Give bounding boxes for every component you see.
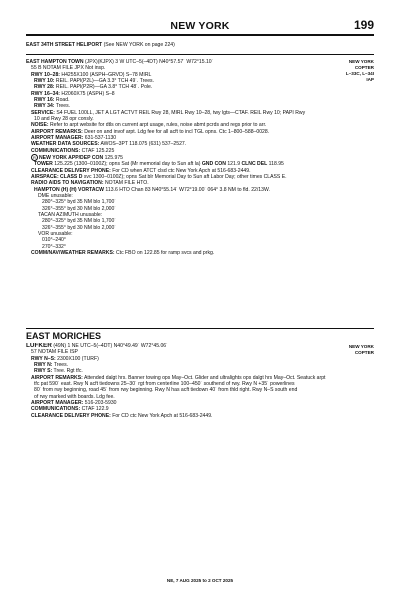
manager-phone: 631-537-1130 bbox=[84, 135, 117, 142]
airspace-label: AIRSPACE: CLASS D bbox=[31, 174, 83, 181]
dme-line: DME unusable: bbox=[38, 193, 73, 200]
runway-end-label: RWY N: bbox=[34, 362, 53, 369]
clnc-label: CLNC DEL bbox=[241, 161, 268, 168]
commnav-label: COMM/NAV/WEATHER REMARKS: bbox=[31, 250, 115, 257]
runway-end-text: REIL. PAPI(P2R)—GA 3.8° TCH 48´. Pole. bbox=[55, 84, 153, 91]
remarks-label: AIRPORT REMARKS: bbox=[31, 128, 83, 135]
runway-label: RWY 10–28: bbox=[31, 71, 60, 78]
heliport-ref: (See NEW YORK on page 224) bbox=[103, 42, 175, 48]
runway-end-text: Road. bbox=[55, 97, 70, 104]
chart-label: COPTER bbox=[354, 350, 374, 355]
runway-text: H4255X100 (ASPH–GRVD) S–78 MIRL bbox=[61, 71, 152, 78]
iap-label: IAP bbox=[366, 77, 374, 82]
lufker-right-tags bbox=[349, 344, 374, 356]
service-text: S4 FUEL 100LL, JET A LGT ACTVT REIL Rwy 28, MIRL Rwy 10–28, twy lgts—CTAF. REIL Rwy 10; PAPI Rwy bbox=[56, 109, 306, 116]
city-name: EAST MORICHES bbox=[26, 331, 102, 341]
state-title: NEW YORK bbox=[170, 20, 230, 32]
east-moriches-entry bbox=[26, 331, 374, 419]
radio-text: NOTAM FILE HTO. bbox=[104, 180, 149, 187]
dme-line: 010°–240° bbox=[42, 237, 66, 244]
elevation-line: 55 B NOTAM FILE JPX Not insp. bbox=[31, 65, 106, 72]
airport-id-line: (49N) 1 NE UTC–5(–4DT) N40°49.49´ W72°45.06´ bbox=[53, 343, 168, 349]
dme-line: 270°–332° bbox=[42, 243, 66, 250]
runway-end-label: RWY 34: bbox=[34, 103, 55, 110]
app-freq: 125.975 bbox=[104, 155, 123, 161]
runway-end-text: Tree. Rgt tfc. bbox=[53, 368, 83, 375]
noise-label: NOISE: bbox=[31, 122, 49, 129]
runway-end-text: Trees. bbox=[53, 362, 69, 369]
divider bbox=[26, 54, 374, 55]
dme-line: 280°–325° byd 35 NM blo 1,700´ bbox=[42, 218, 117, 225]
runway-end-label: RWY S: bbox=[34, 368, 53, 375]
commnav-text: Ctc FBO on 122.85 for ramp svcs and prkg. bbox=[116, 250, 215, 257]
manager-label: AIRPORT MANAGER: bbox=[31, 135, 84, 142]
runway-end-label: RWY 28: bbox=[34, 84, 55, 91]
remarks-label: AIRPORT REMARKS: bbox=[31, 374, 83, 381]
remarks-text-cont: of rwy marked with boards. Ldg fee. bbox=[34, 393, 115, 400]
vortac-text: 113.6 HTO Chan 83 N40°55.14´ W72°19.00´ 064° 3.8 NM to fld. 22/13W. bbox=[105, 186, 270, 193]
heliport-name: EAST 34TH STREET HELIPORT bbox=[26, 42, 103, 48]
radio-label: RADIO AIDS TO NAVIGATION: bbox=[31, 180, 104, 187]
dme-line: VOR unusable: bbox=[38, 231, 73, 238]
remarks-text: Attended dalgt hrs. Banner towing ops May–Oct. Glider and ultralights ops dalgt hrs May–Oct. Seatuck arpt bbox=[83, 374, 326, 381]
remarks-text-cont: 80´ from rwy beginning, road 45´ from rwy beginning. Rwy N has acft tiedown 40´ from thld right. Rwy N–S south end bbox=[34, 387, 298, 394]
comm-text: CTAF 125.225 bbox=[81, 147, 115, 154]
service-text-cont: 10 and Rwy 28 opr consly. bbox=[34, 116, 94, 123]
runway-text: H2060X75 (ASPH) S–8 bbox=[61, 90, 115, 97]
page-number: 199 bbox=[353, 18, 374, 32]
divider bbox=[26, 328, 374, 329]
comm-text: CTAF 122.9 bbox=[81, 406, 109, 413]
runway-end-text: REIL. PAPI(P2L)—GA 3.3° TCH 49´. Trees. bbox=[55, 78, 155, 85]
airport-id-line: (JPX)(KJPX) 3 W UTC–5(–4DT) N40°57.57´ W72°15.10´ bbox=[84, 59, 214, 65]
dme-line: 326°–355° byd 30 NM blo 2,000´ bbox=[42, 205, 117, 212]
chart-label: COPTER bbox=[354, 65, 374, 70]
dme-line: 326°–355° byd 30 NM blo 2,000´ bbox=[42, 224, 117, 231]
elevation-line: 57 NOTAM FILE ISP bbox=[31, 349, 78, 356]
east-hampton-right-tags bbox=[346, 59, 374, 83]
runway-end-label: RWY 16: bbox=[34, 97, 55, 104]
remarks-text: Deer on and invof arpt. Ldg fee for all acft to incl TGL opns. Ctc 1–800–588–0028. bbox=[84, 128, 270, 135]
gnd-label: GND CON bbox=[201, 161, 226, 168]
chart-codes: L–33C, L–34I bbox=[345, 71, 374, 76]
dme-line: 280°–325° byd 35 NM blo 1,700´ bbox=[42, 199, 117, 206]
clnc-freq: 118.95 bbox=[268, 161, 284, 168]
dme-line: TACAN AZIMUTH unusable: bbox=[38, 212, 103, 219]
comm-label: COMMUNICATIONS: bbox=[31, 147, 81, 154]
runway-end-text: Trees. bbox=[55, 103, 71, 110]
footer-effective-dates: NE, 7 AUG 2025 to 2 OCT 2025 bbox=[166, 578, 234, 583]
remarks-text-cont: tfc pat 590´ east. Rwy N acft tiedowns 25–30´ rgt from centerline 100–450´ southend of rwy. Rwy N +35´ powerlines bbox=[34, 381, 295, 388]
runway-label: RWY N–S: bbox=[31, 355, 56, 362]
service-label: SERVICE: bbox=[31, 109, 55, 116]
tower-label: TOWER bbox=[34, 161, 53, 168]
manager-label: AIRPORT MANAGER: bbox=[31, 400, 84, 407]
airspace-text: svc 1300–0100Z); opns Sat blr Memorial Day to Sun aft Labor Day; other times CLASS E. bbox=[83, 174, 287, 181]
region-label: NEW YORK bbox=[348, 344, 374, 349]
airport-name: LUFKER bbox=[26, 343, 52, 349]
vortac-label: HAMPTON (H) (H) VORTACW bbox=[34, 186, 104, 193]
airport-name: EAST HAMPTON TOWN bbox=[26, 59, 84, 65]
app-label: NEW YORK APP/DEP CON bbox=[39, 155, 104, 161]
cdp-label: CLEARANCE DELIVERY PHONE: bbox=[31, 412, 111, 419]
east-hampton-entry bbox=[26, 59, 374, 257]
tower-text: 125.225 (1300–0100Z); opns Sat (Mr memorial day to Sun aft la) bbox=[54, 161, 201, 168]
manager-phone: 516-203-5930 bbox=[84, 400, 117, 407]
dme-list bbox=[26, 193, 374, 250]
cdp-label: CLEARANCE DELIVERY PHONE: bbox=[31, 167, 111, 174]
comm-label: COMMUNICATIONS: bbox=[31, 406, 81, 413]
weather-text: AWOS–3PT 118.075 (631) 537–2527. bbox=[100, 141, 187, 148]
weather-label: WEATHER DATA SOURCES: bbox=[31, 141, 100, 148]
heliport-entry bbox=[26, 42, 374, 48]
header-rule bbox=[26, 34, 374, 36]
cdp-text: For CD when ATCT clsd ctc New York Apch at 516-683-2449. bbox=[112, 167, 251, 174]
runway-end-label: RWY 10: bbox=[34, 78, 55, 85]
runway-text: 2300X100 (TURF) bbox=[57, 355, 99, 362]
region-label: NEW YORK bbox=[348, 59, 374, 64]
cdp-text: For CD ctc New York Apch at 516-683-2449. bbox=[112, 412, 213, 419]
approach-radar-icon: R bbox=[31, 154, 38, 161]
runway-label: RWY 16–34: bbox=[31, 90, 60, 97]
gnd-freq: 121.9 bbox=[227, 161, 241, 168]
page-header bbox=[26, 12, 374, 34]
noise-text: Refer to arpt website for dtls on current arpt usage, rules, noise abmt pcrds and regs prior to arr. bbox=[49, 122, 267, 129]
